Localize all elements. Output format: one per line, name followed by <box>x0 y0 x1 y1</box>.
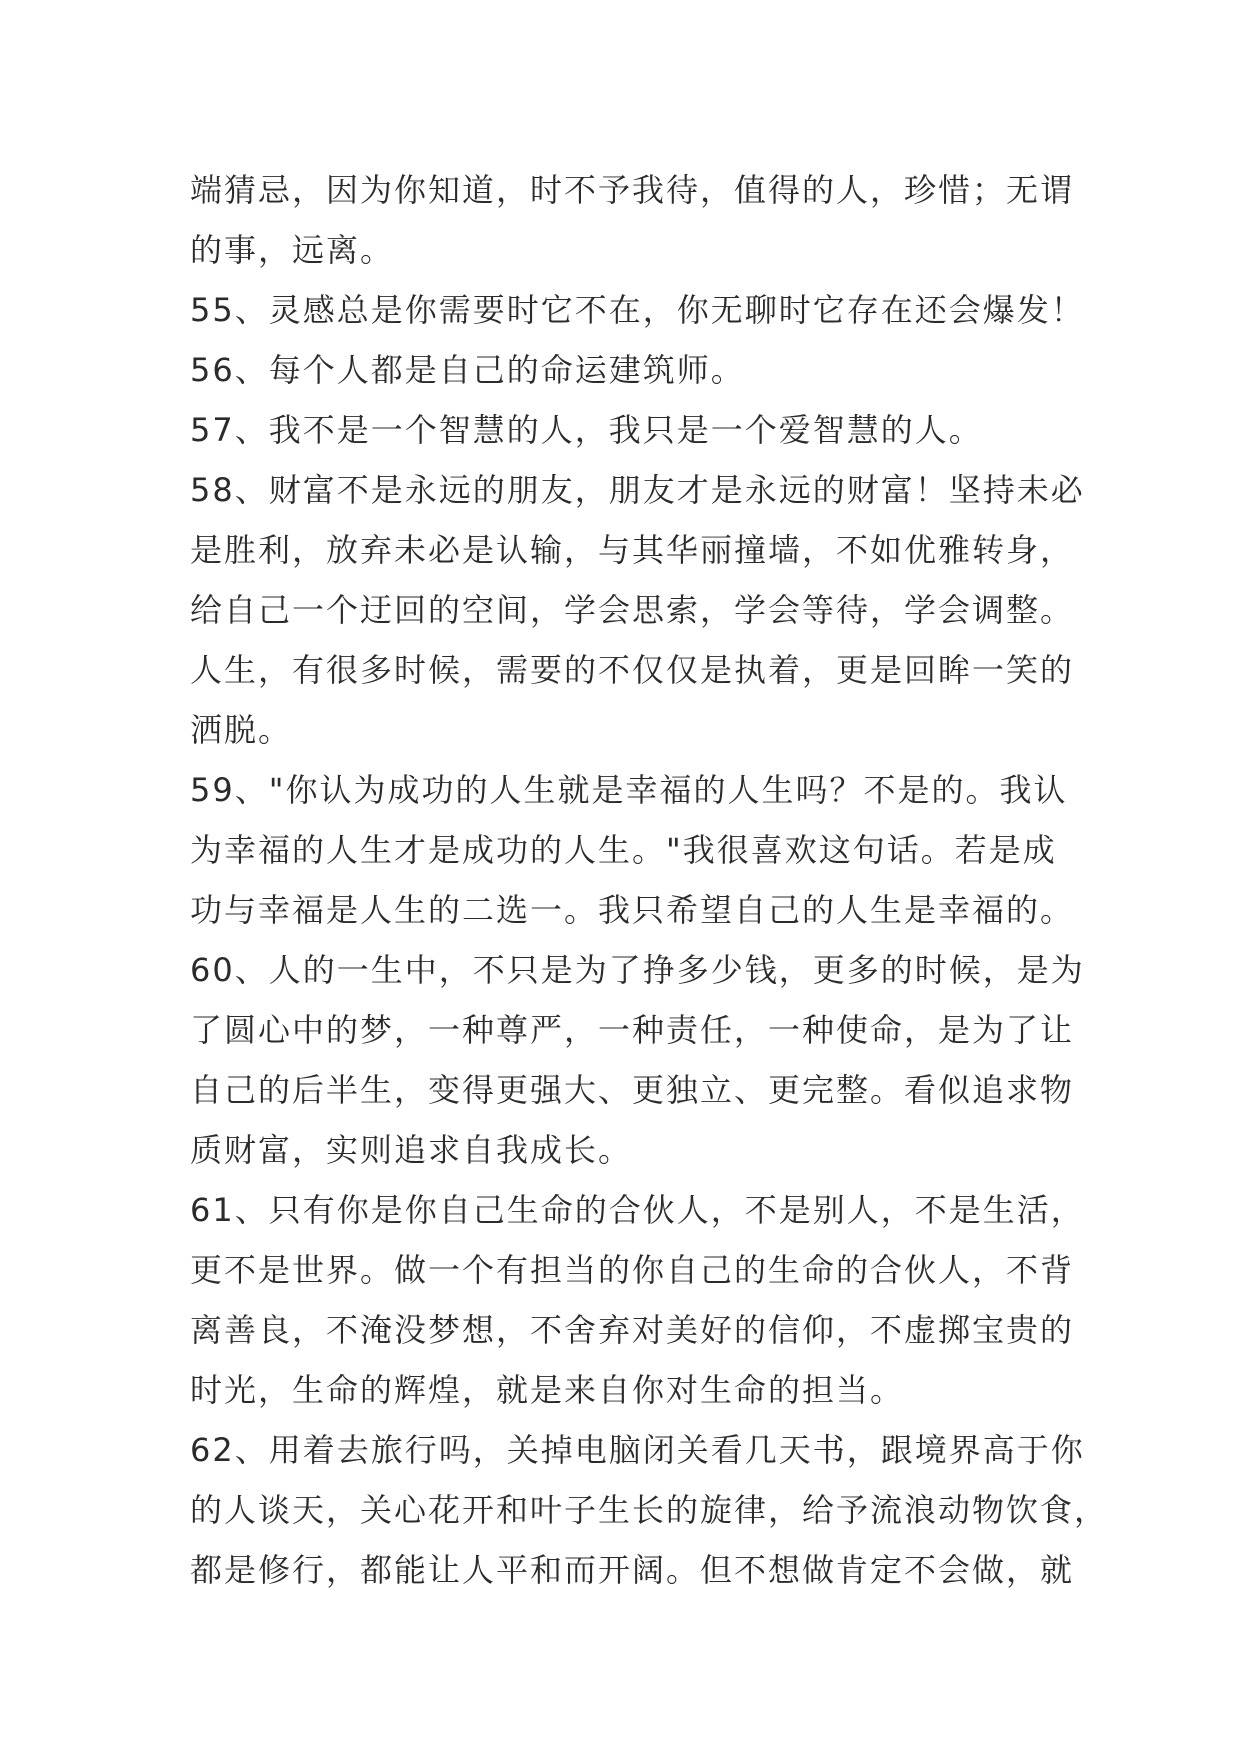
text-line: 57、我不是一个智慧的人，我只是一个爱智慧的人。 <box>190 411 983 449</box>
text-line: 为幸福的人生才是成功的人生。"我很喜欢这句话。若是成 <box>190 831 1057 869</box>
text-line: 端猜忌，因为你知道，时不予我待，值得的人，珍惜；无谓 <box>190 171 1075 209</box>
text-line: 自己的后半生，变得更强大、更独立、更完整。看似追求物 <box>190 1071 1075 1109</box>
text-line: 62、用着去旅行吗，关掉电脑闭关看几天书，跟境界高于你 <box>190 1431 1085 1469</box>
text-line: 人生，有很多时候，需要的不仅仅是执着，更是回眸一笑的 <box>190 651 1075 689</box>
text-line: 时光，生命的辉煌，就是来自你对生命的担当。 <box>190 1371 905 1409</box>
text-line: 61、只有你是你自己生命的合伙人，不是别人，不是生活， <box>190 1191 1085 1229</box>
text-line: 59、"你认为成功的人生就是幸福的人生吗？不是的。我认 <box>190 771 1068 809</box>
text-line: 更不是世界。做一个有担当的你自己的生命的合伙人，不背 <box>190 1251 1075 1289</box>
text-line: 离善良，不淹没梦想，不舍弃对美好的信仰，不虚掷宝贵的 <box>190 1311 1075 1349</box>
body-text <box>190 160 1109 1600</box>
text-line: 给自己一个迂回的空间，学会思索，学会等待，学会调整。 <box>190 591 1075 629</box>
text-line: 是胜利，放弃未必是认输，与其华丽撞墙，不如优雅转身， <box>190 531 1075 569</box>
text-line: 都是修行，都能让人平和而开阔。但不想做肯定不会做，就 <box>190 1551 1075 1589</box>
text-line: 的人谈天，关心花开和叶子生长的旋律，给予流浪动物饮食， <box>190 1491 1109 1529</box>
text-line: 质财富，实则追求自我成长。 <box>190 1131 633 1169</box>
text-line: 了圆心中的梦，一种尊严，一种责任，一种使命，是为了让 <box>190 1011 1075 1049</box>
text-line: 功与幸福是人生的二选一。我只希望自己的人生是幸福的。 <box>190 891 1075 929</box>
text-line: 洒脱。 <box>190 711 293 749</box>
text-line: 的事，远离。 <box>190 231 395 269</box>
text-line: 55、灵感总是你需要时它不在，你无聊时它存在还会爆发！ <box>190 291 1085 329</box>
text-line: 60、人的一生中，不只是为了挣多少钱，更多的时候，是为 <box>190 951 1085 989</box>
text-line: 58、财富不是永远的朋友，朋友才是永远的财富！坚持未必 <box>190 471 1085 509</box>
text-line: 56、每个人都是自己的命运建筑师。 <box>190 351 745 389</box>
